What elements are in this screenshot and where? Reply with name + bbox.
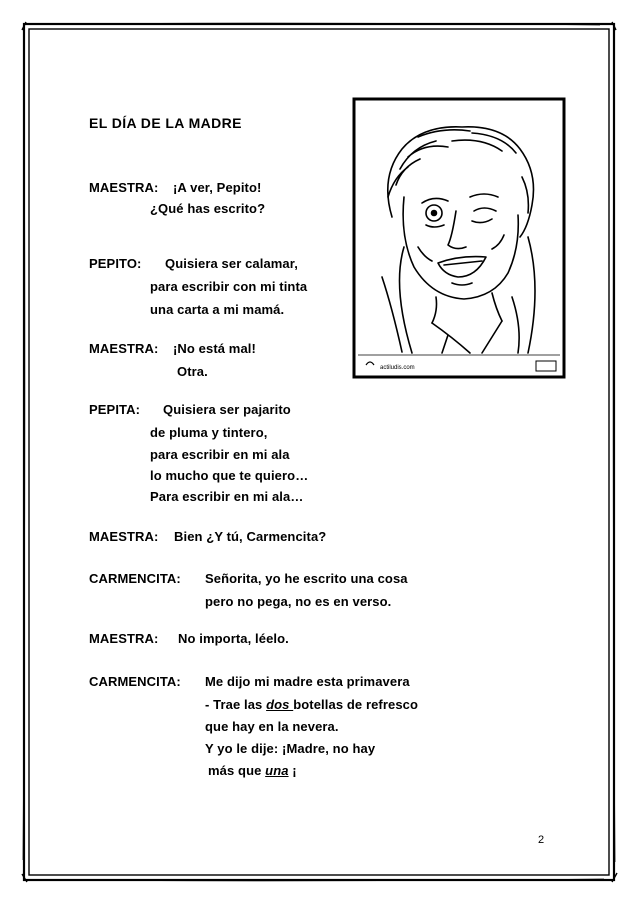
- emphasis-una: una: [265, 763, 289, 778]
- dialogue-line: Quisiera ser pajarito: [163, 402, 291, 417]
- speaker-label: CARMENCITA:: [89, 674, 181, 689]
- speaker-label: MAESTRA:: [89, 341, 159, 356]
- dialogue-line: Para escribir en mi ala…: [150, 489, 304, 504]
- dialogue-line: ¡A ver, Pepito!: [173, 180, 262, 195]
- dialogue-line: de pluma y tintero,: [150, 425, 268, 440]
- dialogue-line: Y yo le dije: ¡Madre, no hay: [205, 741, 376, 756]
- dialogue-line: para escribir en mi ala: [150, 447, 290, 462]
- dialogue-line: más que una ¡: [208, 763, 297, 778]
- dialogue-line: Me dijo mi madre esta primavera: [205, 674, 410, 689]
- page-title: EL DÍA DE LA MADRE: [89, 115, 242, 131]
- speaker-label: MAESTRA:: [89, 631, 159, 646]
- dialogue-line: Señorita, yo he escrito una cosa: [205, 571, 408, 586]
- speaker-label: MAESTRA:: [89, 180, 159, 195]
- dialogue-line: que hay en la nevera.: [205, 719, 339, 734]
- speaker-label: MAESTRA:: [89, 529, 159, 544]
- speaker-label: PEPITO:: [89, 256, 142, 271]
- dialogue-line: ¿Qué has escrito?: [150, 201, 266, 216]
- dialogue-line: ¡No está mal!: [173, 341, 256, 356]
- illustration: [352, 97, 566, 379]
- dialogue-line: para escribir con mi tinta: [150, 279, 308, 294]
- dialogue-line: lo mucho que te quiero…: [150, 468, 309, 483]
- dialogue-line: Quisiera ser calamar,: [165, 256, 298, 271]
- grandmother-drawing-icon: [352, 97, 566, 379]
- dialogue-line: - Trae las dos botellas de refresco: [205, 697, 419, 712]
- dialogue-line: Bien ¿Y tú, Carmencita?: [174, 529, 327, 544]
- dialogue-line: Otra.: [177, 364, 208, 379]
- dialogue-line: pero no pega, no es en verso.: [205, 594, 392, 609]
- illustration-credit: actiludis.com: [380, 365, 415, 371]
- speaker-label: CARMENCITA:: [89, 571, 181, 586]
- dialogue-line: No importa, léelo.: [178, 631, 289, 646]
- emphasis-dos: dos: [266, 697, 294, 712]
- dialogue-line: una carta a mi mamá.: [150, 302, 285, 317]
- speaker-label: PEPITA:: [89, 402, 141, 417]
- page-number: 2: [538, 834, 545, 846]
